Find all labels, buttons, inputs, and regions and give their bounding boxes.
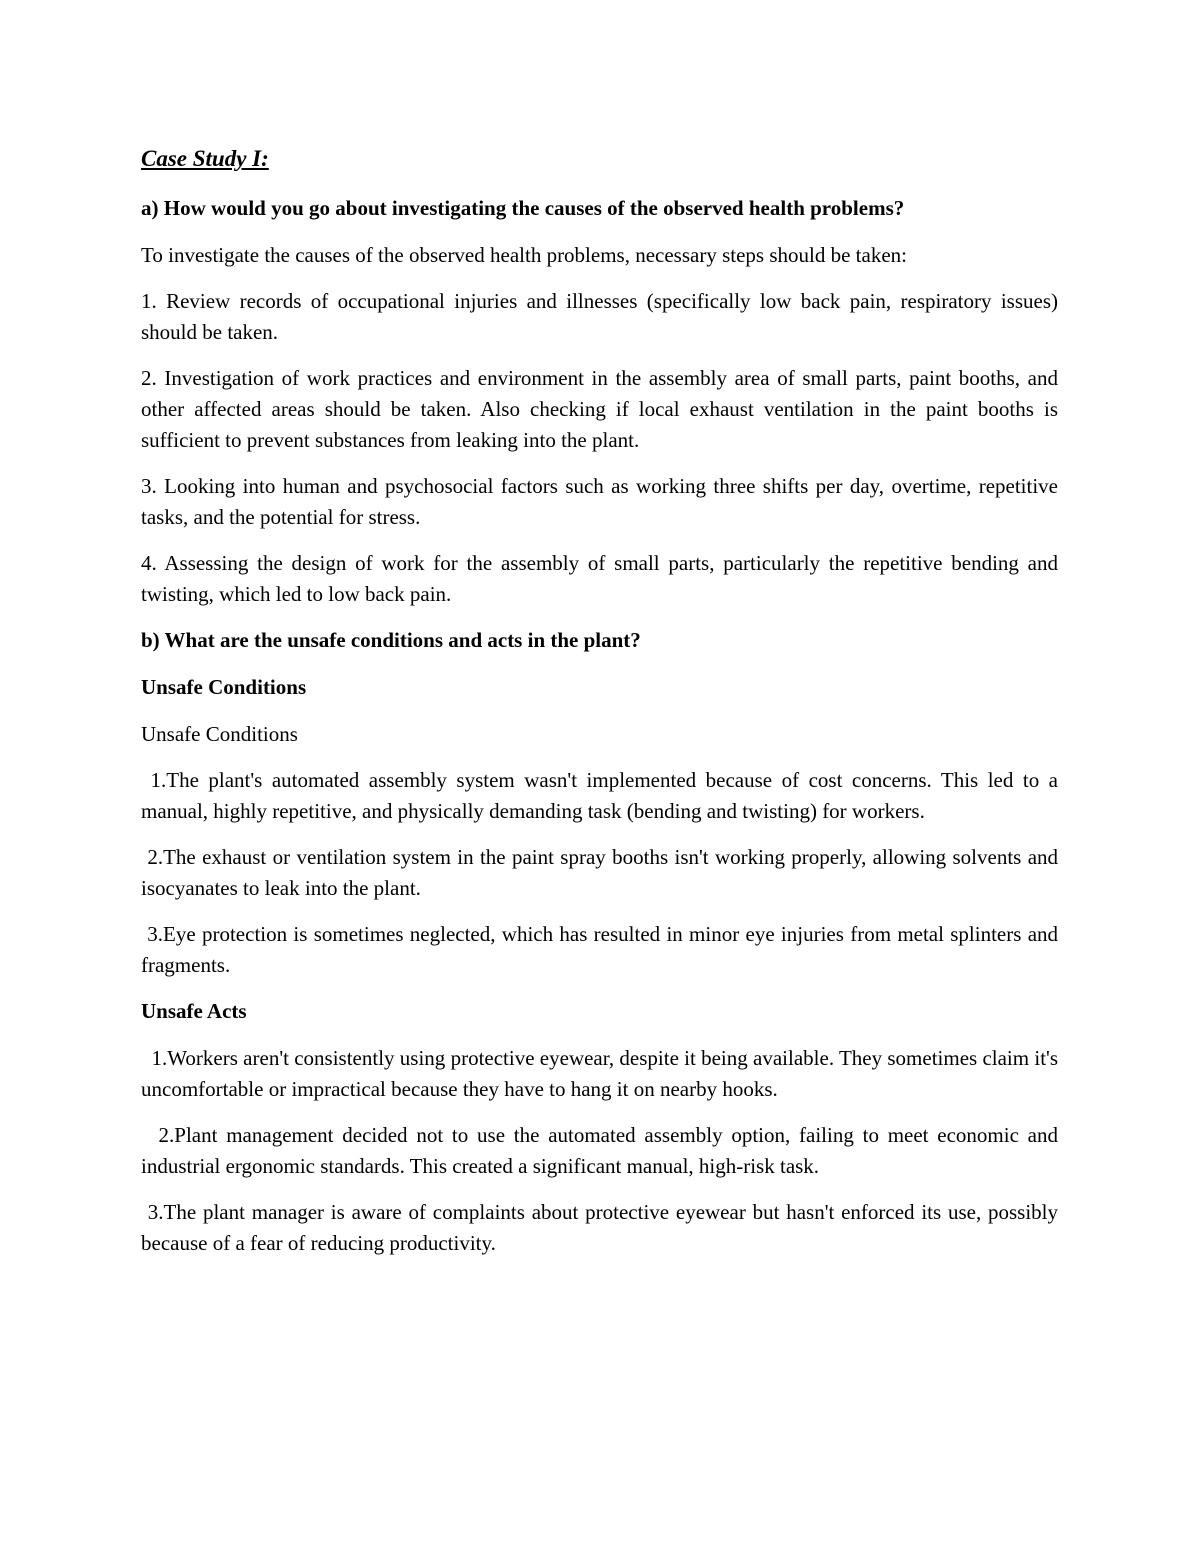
investigation-step: 1. Review records of occupational injuries and illnesses (specifically low back pain, respiratory issues) should be taken. xyxy=(141,289,1058,344)
question-b: b) What are the unsafe conditions and acts in the plant? xyxy=(141,628,641,652)
investigation-step: 2. Investigation of work practices and environment in the assembly area of small parts, paint booths, and other affected areas should be taken. Also checking if local exhaust ventilation in the paint booths is sufficient to prevent substances from leaking into the plant. xyxy=(141,366,1058,452)
unsafe-act-item: 3.The plant manager is aware of complaints about protective eyewear but hasn't enforced its use, possibly because of a fear of reducing productivity. xyxy=(141,1200,1064,1255)
question-a: a) How would you go about investigating the causes of the observed health problems? xyxy=(141,196,905,220)
unsafe-act-item: 2.Plant management decided not to use the automated assembly option, failing to meet economic and industrial ergonomic standards. This created a significant manual, high-risk task. xyxy=(141,1123,1064,1178)
intro-paragraph: To investigate the causes of the observed health problems, necessary steps should be taken: xyxy=(141,243,907,267)
unsafe-conditions-heading: Unsafe Conditions xyxy=(141,675,307,699)
unsafe-condition-item: 1.The plant's automated assembly system wasn't implemented because of cost concerns. This led to a manual, highly repetitive, and physically demanding task (bending and twisting) for workers. xyxy=(141,768,1064,823)
document-body xyxy=(141,143,1064,1274)
unsafe-condition-item: 2.The exhaust or ventilation system in the paint spray booths isn't working properly, allowing solvents and isocyanates to leak into the plant. xyxy=(141,845,1064,900)
unsafe-act-item: 1.Workers aren't consistently using protective eyewear, despite it being available. They sometimes claim it's uncomfortable or impractical because they have to hang it on nearby hooks. xyxy=(141,1046,1064,1101)
page-title: Case Study I: xyxy=(141,146,269,171)
unsafe-conditions-subheading: Unsafe Conditions xyxy=(141,722,298,746)
unsafe-condition-item: 3.Eye protection is sometimes neglected, which has resulted in minor eye injuries from metal splinters and fragments. xyxy=(141,922,1064,977)
unsafe-acts-heading: Unsafe Acts xyxy=(141,999,247,1023)
investigation-step: 3. Looking into human and psychosocial factors such as working three shifts per day, overtime, repetitive tasks, and the potential for stress. xyxy=(141,474,1058,529)
investigation-step: 4. Assessing the design of work for the assembly of small parts, particularly the repetitive bending and twisting, which led to low back pain. xyxy=(141,551,1058,606)
